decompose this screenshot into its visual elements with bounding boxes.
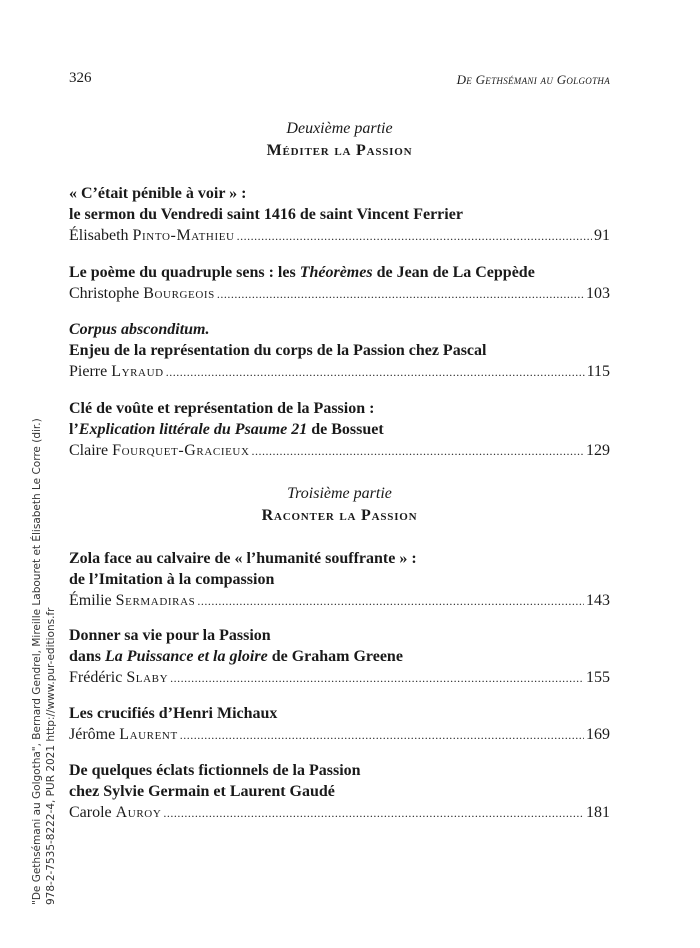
- dot-leader: [180, 725, 584, 746]
- author-last-name: Lyraud: [111, 363, 164, 380]
- author-last-name: Laurent: [119, 726, 178, 743]
- entry-title-line: Corpus absconditum.: [69, 321, 210, 338]
- entry-page-number: 143: [586, 592, 610, 609]
- part-heading-2: [69, 118, 610, 162]
- author-first-name: Jérôme: [69, 726, 116, 743]
- side-citation-text: [30, 418, 58, 905]
- entry-title-line: Le poème du quadruple sens : les Théorèmes de Jean de La Ceppède: [69, 264, 535, 281]
- author-first-name: Frédéric: [69, 669, 123, 686]
- part-label: Troisième partie: [287, 485, 392, 502]
- toc-entry[interactable]: [69, 319, 610, 383]
- toc-entry[interactable]: [69, 398, 610, 462]
- entry-title-line: l’Explication littérale du Psaume 21 de Bossuet: [69, 421, 384, 438]
- author-first-name: Pierre: [69, 363, 108, 380]
- running-head: De Gethsémani au Golgotha: [456, 72, 610, 87]
- author-last-name: Pinto-Mathieu: [132, 227, 235, 244]
- side-citation: [0, 0, 60, 948]
- entry-page-number: 129: [586, 442, 610, 459]
- entry-page-number: 115: [586, 363, 610, 380]
- part-title: Méditer la Passion: [266, 142, 413, 159]
- entry-page-number: 169: [586, 726, 610, 743]
- author-last-name: Sermadiras: [115, 592, 196, 609]
- entry-title-line: Zola face au calvaire de « l’humanité souffrante » :: [69, 550, 417, 567]
- author-first-name: Christophe: [69, 285, 140, 302]
- entry-title-line: De quelques éclats fictionnels de la Passion: [69, 762, 361, 779]
- dot-leader: [197, 591, 584, 612]
- entry-title-line: Clé de voûte et représentation de la Passion :: [69, 400, 375, 417]
- dot-leader: [166, 362, 585, 383]
- author-first-name: Claire: [69, 442, 109, 459]
- entry-title-line: Enjeu de la représentation du corps de la Passion chez Pascal: [69, 342, 487, 359]
- toc-entry[interactable]: [69, 703, 610, 746]
- entry-title-line: le sermon du Vendredi saint 1416 de saint Vincent Ferrier: [69, 206, 463, 223]
- entry-author-line: [69, 283, 610, 305]
- dot-leader: [163, 803, 584, 824]
- part-title: Raconter la Passion: [261, 507, 418, 524]
- entry-title-line: chez Sylvie Germain et Laurent Gaudé: [69, 783, 335, 800]
- dot-leader: [252, 441, 584, 462]
- side-citation-line-1: "De Gethsémani au Golgotha", Bernard Gendrel, Mireille Labouret et Élisabeth Le Corre (dir.): [31, 418, 43, 905]
- author-last-name: Auroy: [115, 804, 162, 821]
- dot-leader: [217, 284, 584, 305]
- entry-author-line: [69, 667, 610, 689]
- author-first-name: Émilie: [69, 592, 112, 609]
- side-citation-line-2: 978-2-7535-8222-4, PUR 2021 http://www.pur-editions.fr: [45, 607, 57, 905]
- entry-author-line: [69, 440, 610, 462]
- entry-title-line: de l’Imitation à la compassion: [69, 571, 275, 588]
- entry-title-line: dans La Puissance et la gloire de Graham Greene: [69, 648, 403, 665]
- entry-page-number: 103: [586, 285, 610, 302]
- toc-entry[interactable]: [69, 548, 610, 612]
- author-first-name: Élisabeth: [69, 227, 129, 244]
- dot-leader: [170, 668, 584, 689]
- entry-author-line: [69, 724, 610, 746]
- toc-entry[interactable]: [69, 183, 610, 247]
- toc-entry[interactable]: [69, 760, 610, 824]
- entry-page-number: 181: [586, 804, 610, 821]
- toc-entry[interactable]: [69, 262, 610, 305]
- part-heading-3: [69, 483, 610, 527]
- author-last-name: Bourgeois: [143, 285, 215, 302]
- entry-author-line: [69, 802, 610, 824]
- entry-page-number: 91: [594, 227, 610, 244]
- page-number: 326: [69, 70, 92, 86]
- entry-title-line: Les crucifiés d’Henri Michaux: [69, 705, 278, 722]
- entry-title-line: « C’était pénible à voir » :: [69, 185, 247, 202]
- author-last-name: Fourquet-Gracieux: [112, 442, 250, 459]
- part-label: Deuxième partie: [286, 120, 393, 137]
- entry-author-line: [69, 361, 610, 383]
- author-last-name: Slaby: [126, 669, 169, 686]
- entry-title-line: Donner sa vie pour la Passion: [69, 627, 271, 644]
- toc-entry[interactable]: [69, 625, 610, 689]
- author-first-name: Carole: [69, 804, 112, 821]
- dot-leader: [237, 226, 592, 247]
- entry-author-line: [69, 225, 610, 247]
- entry-author-line: [69, 590, 610, 612]
- entry-page-number: 155: [586, 669, 610, 686]
